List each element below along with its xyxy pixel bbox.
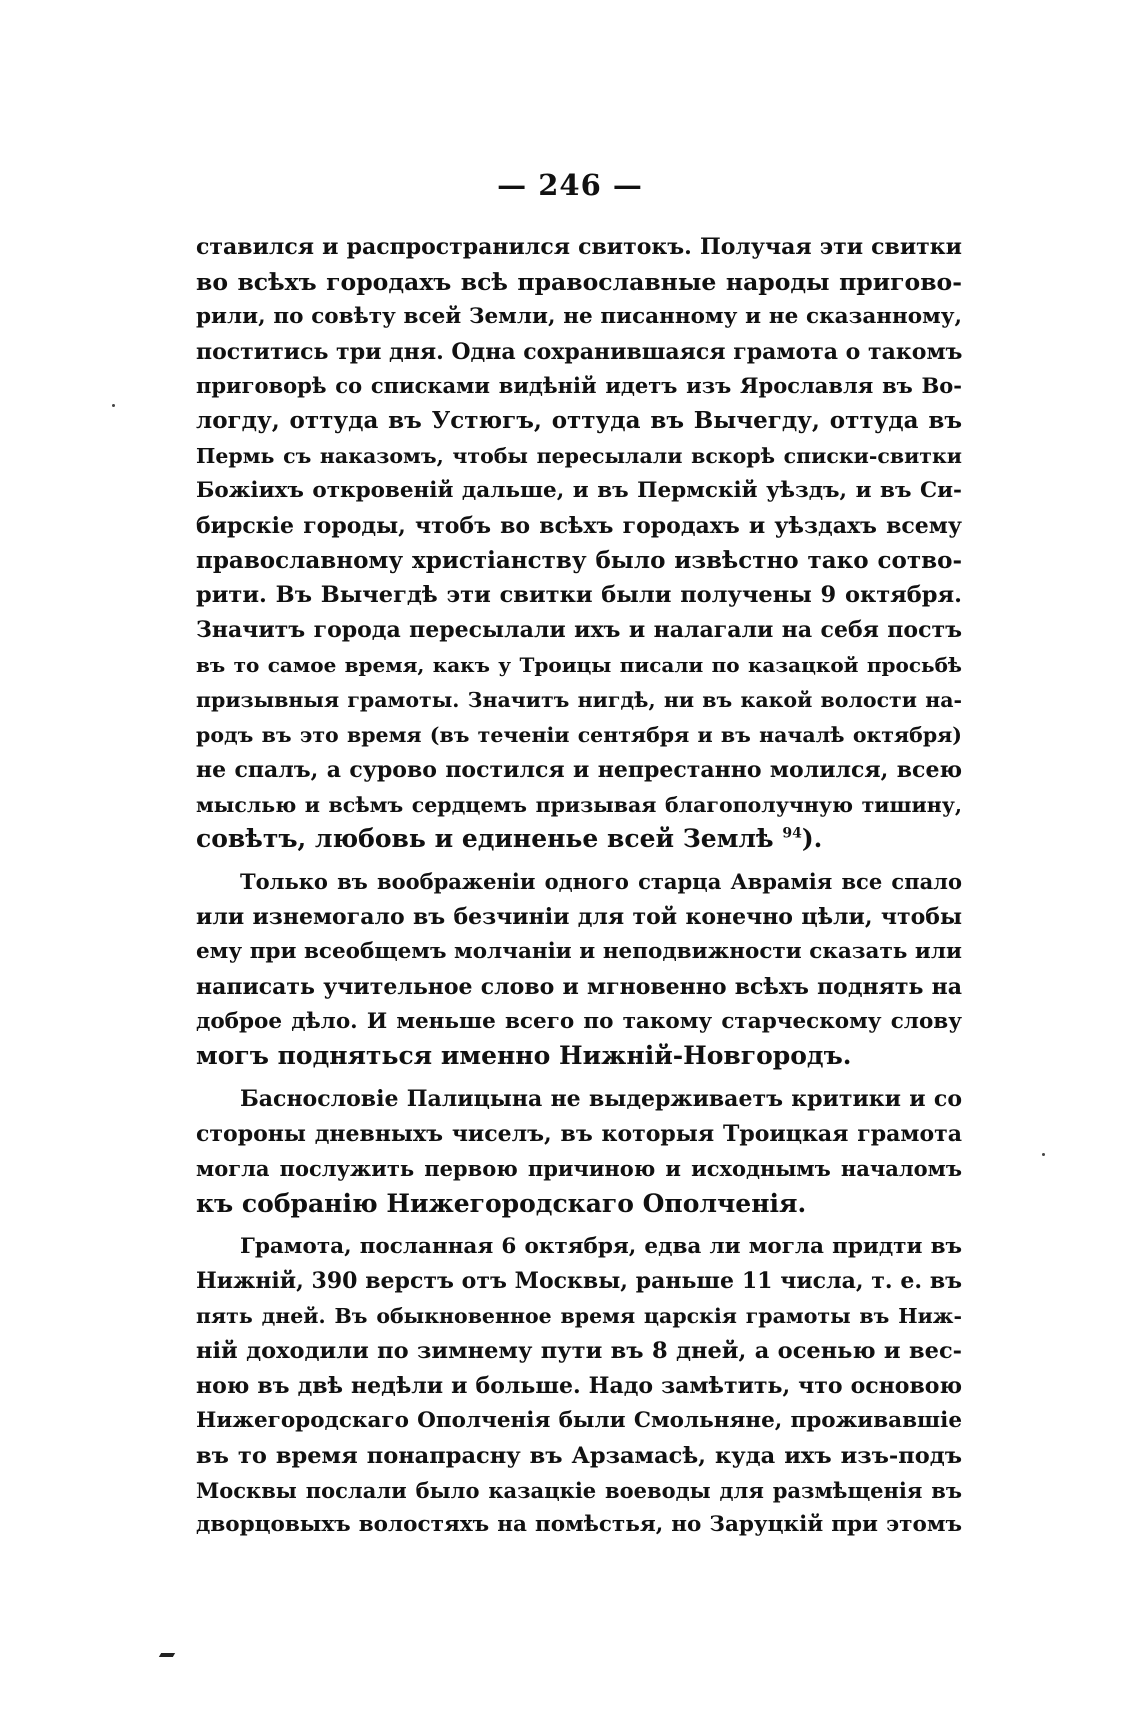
text-line: въ то время понапрасну въ Арзамасѣ, куда ихъ изъ-подъ: [196, 1442, 962, 1469]
scan-mark: [159, 1653, 175, 1657]
text-line: логду, оттуда въ Устюгъ, оттуда въ Вычегду, оттуда въ: [196, 407, 962, 435]
text-line: ною въ двѣ недѣли и больше. Надо замѣтить, что основою: [196, 1373, 962, 1399]
text-line: написать учительное слово и мгновенно всѣхъ поднять на: [196, 973, 962, 1000]
text-line: дворцовыхъ волостяхъ на помѣстья, но Заруцкій при этомъ: [196, 1512, 962, 1538]
text-line: стороны дневныхъ чиселъ, въ которыя Троицкая грамота: [196, 1121, 962, 1148]
text-line: во всѣхъ городахъ всѣ православные народы пригово-: [196, 267, 962, 296]
text-line: Пермь съ наказомъ, чтобы пересылали вскорѣ списки-свитки: [196, 444, 962, 469]
text-line: рити. Въ Вычегдѣ эти свитки были получены 9 октября.: [196, 582, 962, 609]
text-line: Божіихъ откровеній дальше, и въ Пермскій уѣздъ, и въ Си-: [196, 477, 962, 503]
paragraph-1: [196, 230, 962, 857]
text-line: мыслью и всѣмъ сердцемъ призывая благополучную тишину,: [196, 792, 962, 817]
footnote-reference[interactable]: 94: [782, 826, 802, 843]
scan-speck: [1042, 1153, 1045, 1156]
text-line: Грамота, посланная 6 октября, едва ли могла придти въ: [240, 1233, 962, 1259]
text-line: призывныя грамоты. Значитъ нигдѣ, ни въ какой волости на-: [196, 687, 962, 712]
text-line: Только въ воображеніи одного старца Аврамія все спало: [240, 869, 962, 895]
text-line: къ собранію Нижегородскаго Ополченія.: [196, 1188, 807, 1218]
page-number: — 246 —: [497, 168, 643, 202]
text-line-body: совѣтъ, любовь и единенье всей Землѣ: [196, 824, 774, 854]
paragraph-4: [196, 1230, 962, 1544]
text-line: или изнемогало въ безчиніи для той конечно цѣли, чтобы: [196, 904, 962, 931]
text-line: Баснословіе Палицына не выдерживаетъ критики и со: [240, 1086, 962, 1113]
text-line-last: [196, 822, 962, 857]
body-text: [196, 230, 962, 1543]
text-line: не спалъ, а сурово постился и непрестанно молился, всею: [196, 756, 962, 783]
scan-speck: [112, 404, 115, 407]
text-line: Нижній, 390 верстъ отъ Москвы, раньше 11 числа, т. е. въ: [196, 1268, 962, 1295]
text-line: Москвы послали было казацкіе воеводы для размѣщенія въ: [196, 1477, 962, 1503]
text-line: въ то самое время, какъ у Троицы писали по казацкой просьбѣ: [196, 653, 962, 678]
text-line: Нижегородскаго Ополченія были Смольняне, проживавшіе: [196, 1407, 962, 1433]
text-line: рили, по совѣту всей Земли, не писанному и не сказанному,: [196, 303, 962, 329]
paragraph-3: [196, 1082, 962, 1221]
text-line: могла послужить первою причиною и исходнымъ началомъ: [196, 1155, 962, 1181]
text-line: могъ подняться именно Нижній-Новгородъ.: [196, 1041, 852, 1071]
text-line: Значитъ города пересылали ихъ и налагали на себя постъ: [196, 617, 962, 644]
text-line: доброе дѣло. И меньше всего по такому старческому слову: [196, 1008, 962, 1034]
text-line: ему при всеобщемъ молчаніи и неподвижности сказать или: [196, 938, 962, 964]
text-line: родъ въ это время (въ теченіи сентября и въ началѣ октября): [196, 722, 962, 747]
text-line: православному христіанству было извѣстно тако сотво-: [196, 546, 962, 574]
text-line: ній доходили по зимнему пути въ 8 дней, а осенью и вес-: [196, 1338, 962, 1365]
paragraph-2: [196, 865, 962, 1074]
text-line: поститись три дня. Одна сохранившаяся грамота о такомъ: [196, 338, 962, 365]
text-line: бирскіе городы, чтобъ во всѣхъ городахъ и уѣздахъ всему: [196, 512, 962, 539]
text-line-tail: ).: [801, 824, 823, 854]
text-line: ставился и распространился свитокъ. Получая эти свитки: [196, 234, 962, 260]
text-line: пять дней. Въ обыкновенное время царскія грамоты въ Ниж-: [196, 1304, 962, 1329]
text-line: приговорѣ со списками видѣній идетъ изъ Ярославля въ Во-: [196, 373, 962, 399]
